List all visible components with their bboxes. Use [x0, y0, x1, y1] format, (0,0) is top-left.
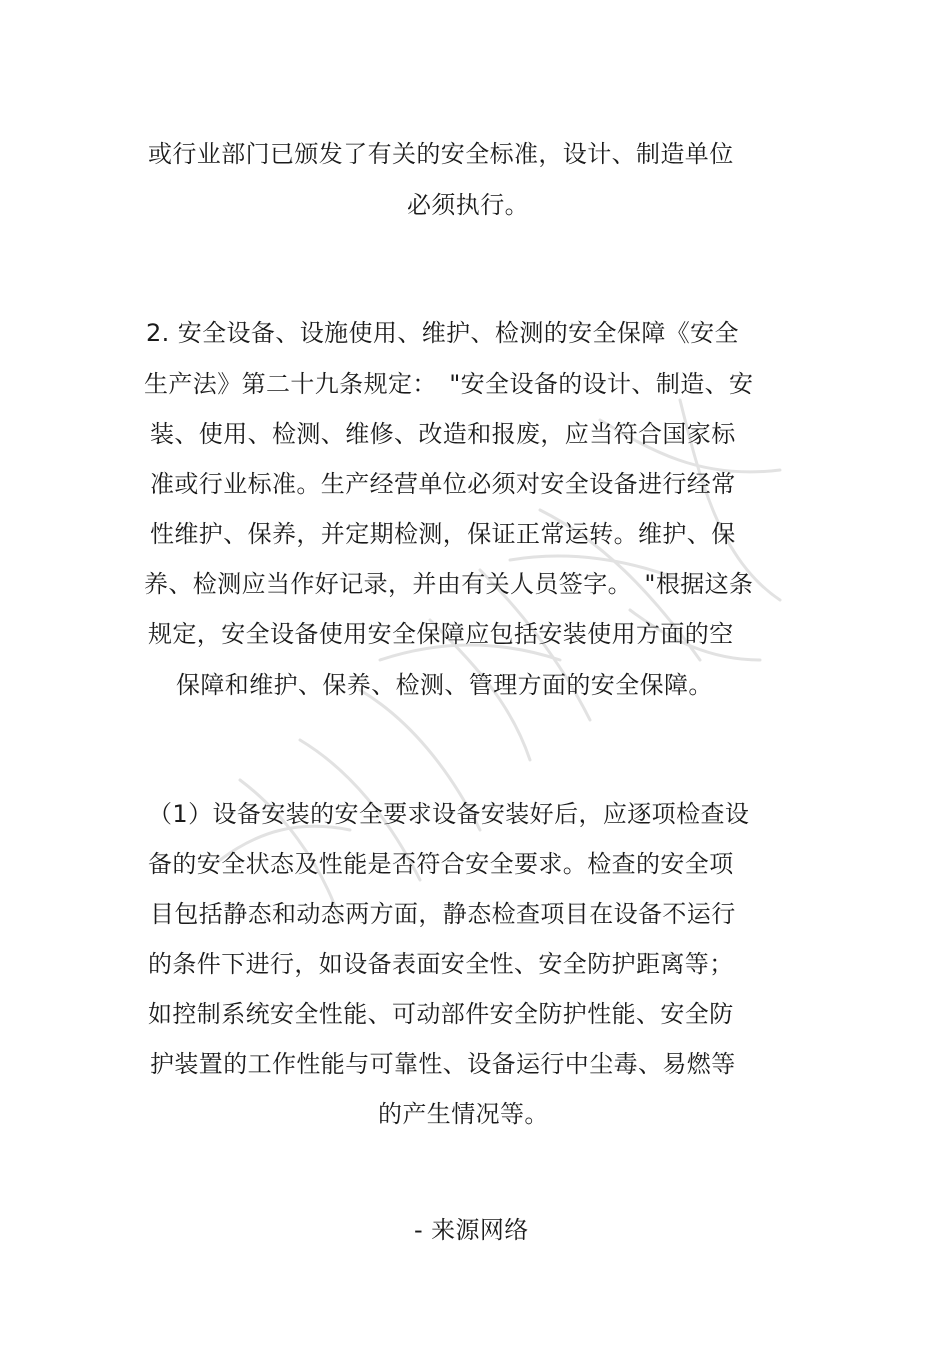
paragraph-2-line-1: 2. 安全设备、设施使用、维护、检测的安全保障《安全 — [146, 319, 739, 347]
paragraph-2-line-5: 性维护、保养，并定期检测，保证正常运转。维护、保 — [150, 520, 736, 548]
paragraph-1-line-2: 必须执行。 — [407, 191, 529, 219]
paragraph-1-line-1: 或行业部门已颁发了有关的安全标准，设计、制造单位 — [148, 140, 734, 168]
paragraph-3-line-3: 目包括静态和动态两方面，静态检查项目在设备不运行 — [150, 900, 736, 928]
source-footer: - 来源网络 — [414, 1216, 529, 1244]
paragraph-3-line-5: 如控制系统安全性能、可动部件安全防护性能、安全防 — [148, 1000, 734, 1028]
paragraph-2-line-3: 装、使用、检测、维修、改造和报废，应当符合国家标 — [150, 420, 736, 448]
paragraph-2-line-8: 保障和维护、保养、检测、管理方面的安全保障。 — [176, 671, 713, 699]
paragraph-3-line-4: 的条件下进行，如设备表面安全性、安全防护距离等； — [148, 950, 734, 978]
paragraph-2-line-2: 生产法》第二十九条规定： "安全设备的设计、制造、安 — [144, 370, 754, 398]
paragraph-2-line-7: 规定，安全设备使用安全保障应包括安装使用方面的空 — [148, 620, 734, 648]
paragraph-3-line-6: 护装置的工作性能与可靠性、设备运行中尘毒、易燃等 — [150, 1050, 736, 1078]
paragraph-2-line-4: 准或行业标准。生产经营单位必须对安全设备进行经常 — [150, 470, 736, 498]
paragraph-2-line-6: 养、检测应当作好记录，并由有关人员签字。 "根据这条 — [144, 570, 754, 598]
paragraph-3-line-7: 的产生情况等。 — [378, 1100, 549, 1128]
paragraph-3-line-2: 备的安全状态及性能是否符合安全要求。检查的安全项 — [148, 850, 734, 878]
paragraph-3-line-1: （1）设备安装的安全要求设备安装好后，应逐项检查设 — [148, 800, 750, 828]
